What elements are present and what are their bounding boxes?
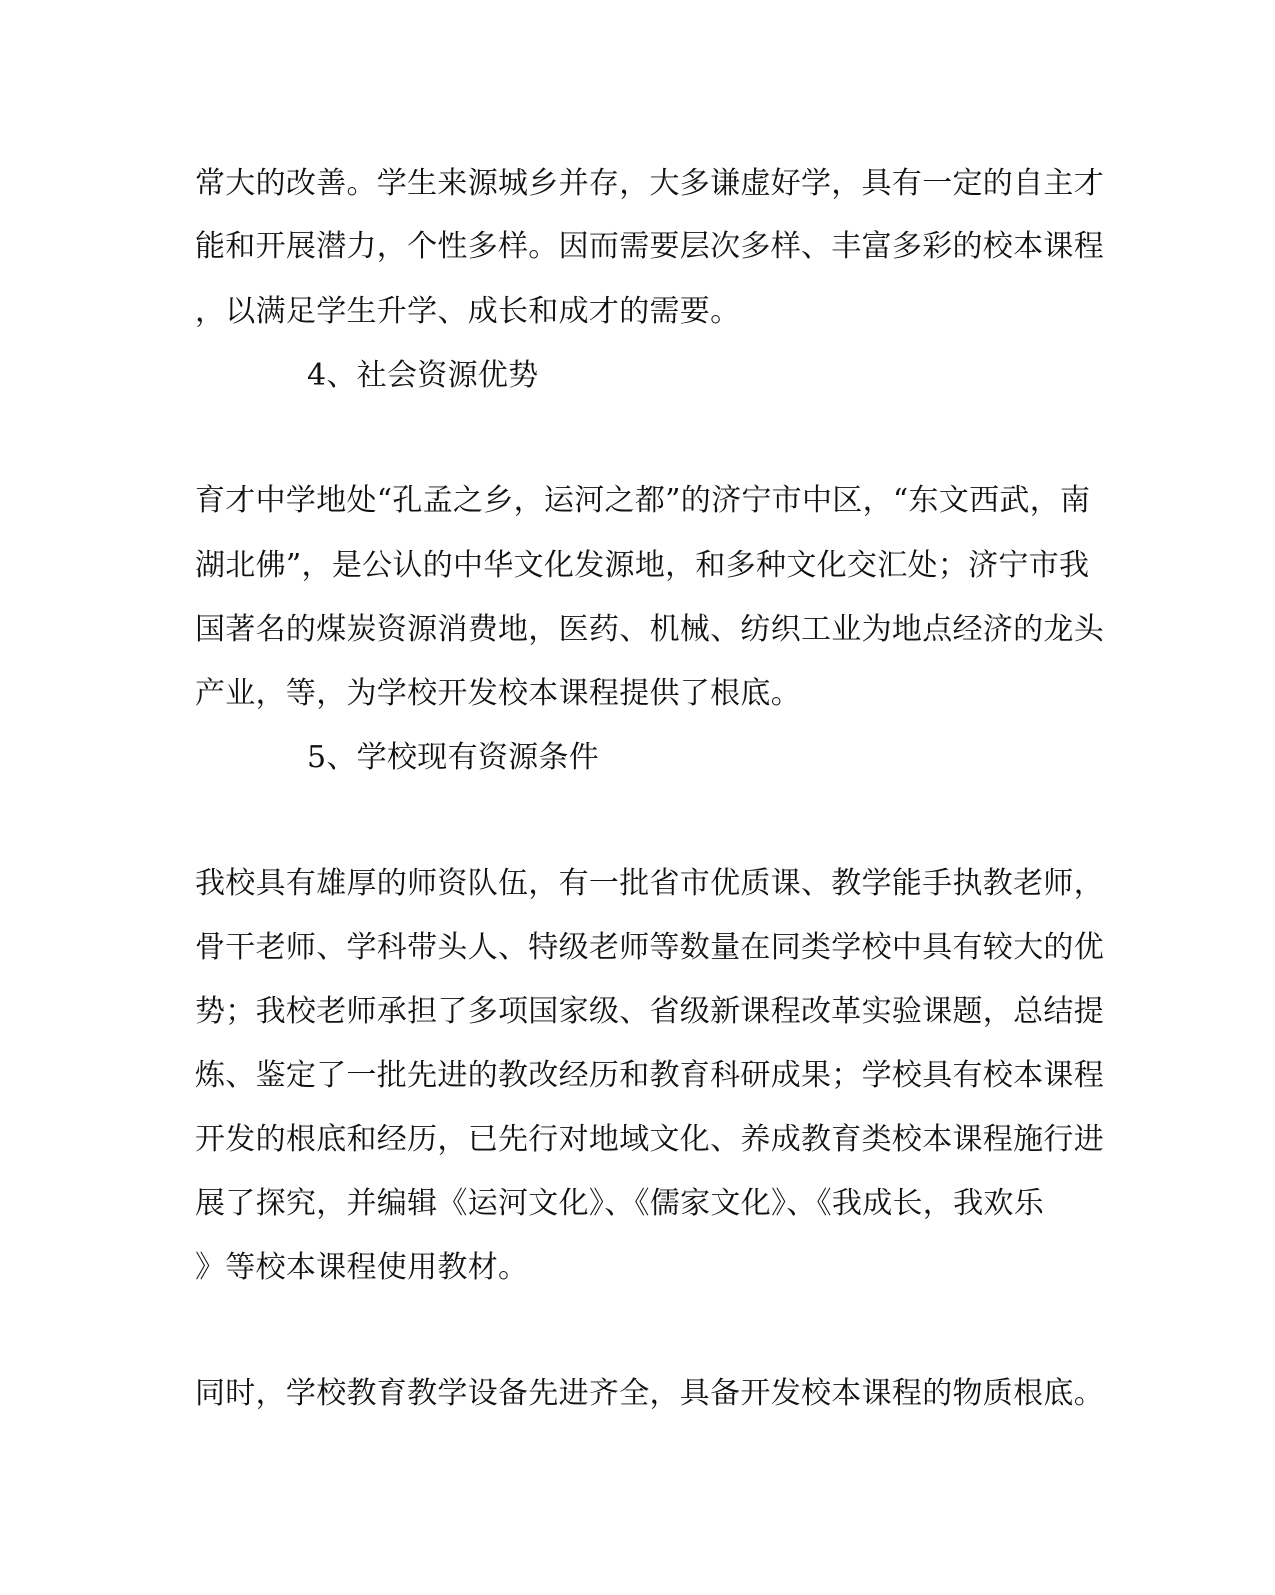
- paragraph-line: 常大的改善。学生来源城乡并存，大多谦虚好学，具有一定的自主才: [195, 166, 1104, 201]
- paragraph-line: 产业，等，为学校开发校本课程提供了根底。: [195, 676, 801, 711]
- paragraph-line: 炼、鉴定了一批先进的教改经历和教育科研成果；学校具有校本课程: [195, 1058, 1104, 1093]
- section-heading: 4、社会资源优势: [307, 358, 539, 393]
- paragraph-line: 我校具有雄厚的师资队伍，有一批省市优质课、教学能手执教老师，: [195, 866, 1104, 901]
- paragraph-line: 能和开展潜力，个性多样。因而需要层次多样、丰富多彩的校本课程: [195, 229, 1104, 264]
- paragraph-line: 育才中学地处“孔孟之乡，运河之都”的济宁市中区，“东文西武，南: [195, 483, 1091, 518]
- paragraph-line: 》等校本课程使用教材。: [195, 1250, 529, 1285]
- paragraph-line: 湖北佛”，是公认的中华文化发源地，和多种文化交汇处；济宁市我: [195, 548, 1090, 583]
- paragraph-line: 国著名的煤炭资源消费地，医药、机械、纺织工业为地点经济的龙头: [195, 612, 1104, 647]
- section-heading: 5、学校现有资源条件: [307, 740, 600, 775]
- paragraph-line: 势；我校老师承担了多项国家级、省级新课程改革实验课题，总结提: [195, 994, 1104, 1029]
- paragraph-line: ，以满足学生升学、成长和成才的需要。: [195, 294, 741, 329]
- paragraph-line: 同时，学校教育教学设备先进齐全，具备开发校本课程的物质根底。: [195, 1376, 1104, 1411]
- paragraph-line: 开发的根底和经历，已先行对地域文化、养成教育类校本课程施行进: [195, 1122, 1104, 1157]
- paragraph-line: 展了探究，并编辑《运河文化》、《儒家文化》、《我成长，我欢乐: [195, 1186, 1044, 1221]
- paragraph-line: 骨干老师、学科带头人、特级老师等数量在同类学校中具有较大的优: [195, 930, 1104, 965]
